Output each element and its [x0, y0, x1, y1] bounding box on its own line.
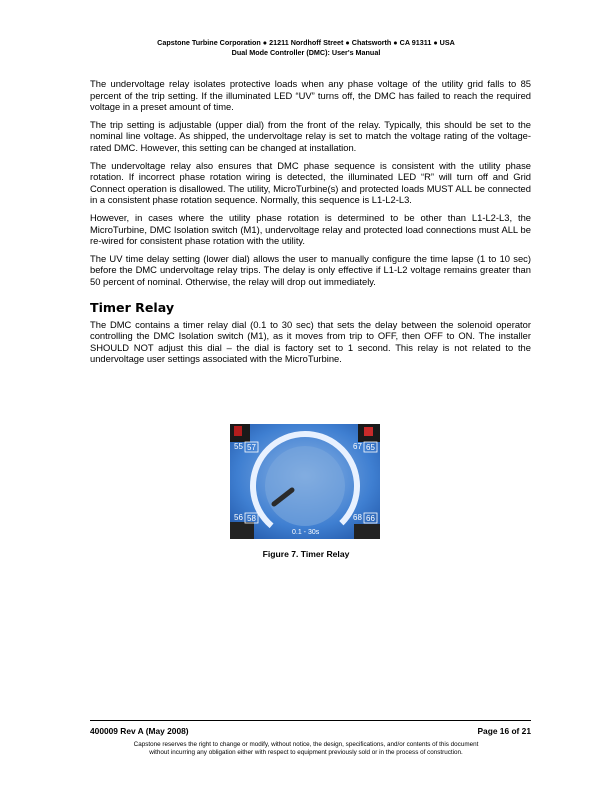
footer-disclaimer [0, 741, 612, 757]
terminal-label-67: 67 [353, 442, 362, 451]
timer-relay-photo [230, 424, 380, 539]
terminal-label-58: 58 [247, 514, 256, 523]
paragraph-trip-setting: The trip setting is adjustable (upper dial) from the front of the relay. Typically, this should be set to the nominal line voltage. As shipped, the undervoltage relay is set to match the voltage rating of the voltage-rated DMC. However, this setting can be changed at installation. [90, 118, 531, 153]
paragraph-time-delay: The UV time delay setting (lower dial) allows the user to manually configure the time lapse (1 to 10 sec) before the DMC undervoltage relay trips. The delay is only effective if L1-L2 voltage remains greater than 50 percent of nominal. Otherwise, the relay will drop out immediately. [90, 252, 531, 287]
dial-range-label: 0.1 - 30s [292, 529, 320, 536]
terminal-label-55: 55 [234, 442, 243, 451]
footer-disclaimer-line1: Capstone reserves the right to change or modify, without notice, the design, specifications, and/or contents of this document [133, 741, 479, 748]
terminal-label-65: 65 [366, 443, 375, 452]
header-manual-title: Dual Mode Controller (DMC): User's Manual [231, 47, 381, 57]
figure-caption: Figure 7. Timer Relay [262, 549, 350, 559]
terminal-label-57: 57 [247, 443, 256, 452]
paragraph-phase-sequence: The undervoltage relay also ensures that DMC phase sequence is consistent with the utility phase rotation. If incorrect phase rotation wiring is detected, the illuminated LED “R” will turn off and Grid Connect operation is disallowed. The utility, MicroTurbine(s) and protected loads MUST ALL be connected in a consistent phase rotation sequence. Normally, this sequence is L1-L2-L3. [90, 159, 531, 206]
terminal-label-66: 66 [366, 514, 375, 523]
terminal-label-68: 68 [353, 513, 362, 522]
terminal-label-56: 56 [234, 513, 243, 522]
paragraph-uv-isolation: The undervoltage relay isolates protective loads when any phase voltage of the utility grid falls to 85 percent of the trip setting. If the illuminated LED “UV” turns off, the DMC has failed to reach the required voltage in a preset amount of time. [90, 78, 531, 113]
dial-knob [265, 446, 345, 526]
document-body [90, 78, 531, 371]
paragraph-rewiring: However, in cases where the utility phase rotation is determined to be other than L1-L2-L3, the MicroTurbine, DMC Isolation switch (M1), undervoltage relay and protected load connections must ALL be re-wired for consistent phase rotation with the utility. [90, 211, 531, 247]
section-heading-timer-relay: Timer Relay [90, 299, 175, 315]
paragraph-timer-relay: The DMC contains a timer relay dial (0.1 to 30 sec) that sets the delay between the solenoid operator controlling the DMC Isolation switch (M1), as it moves from trip to OFF, then OFF to ON. The installer SHOULD NOT adjust this dial – the dial is factory set to 1 second. This relay is not related to the undervoltage user settings associated with the MicroTurbine. [90, 318, 531, 365]
footer-disclaimer-line2: without incurring any obligation either with respect to equipment previously sold or in the process of construction. [149, 749, 463, 757]
footer-page-number: Page 16 of 21 [477, 726, 531, 736]
footer-divider [90, 720, 531, 721]
timer-relay-illustration [230, 424, 380, 539]
header-company-line: Capstone Turbine Corporation ● 21211 Nordhoff Street ● Chatsworth ● CA 91311 ● USA [157, 38, 455, 47]
page-header [0, 38, 612, 57]
footer-document-id: 400009 Rev A (May 2008) [90, 726, 189, 736]
